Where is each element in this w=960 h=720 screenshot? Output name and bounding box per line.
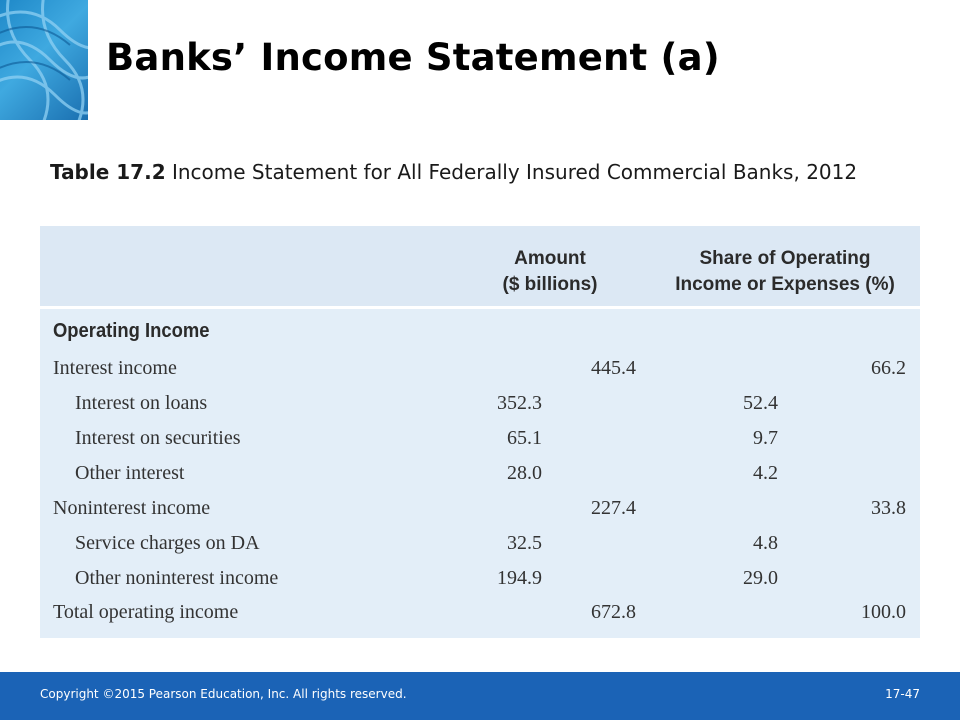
table-row [40, 458, 920, 488]
table-header [40, 226, 920, 309]
column-header-share [650, 246, 920, 298]
sub-share-value: 9.7 [753, 427, 778, 449]
page-title: Banks’ Income Statement (a) [106, 36, 720, 79]
decorative-corner-graphic [0, 0, 88, 120]
amount-value: 227.4 [591, 497, 636, 519]
column-header-amount-line2: ($ billions) [502, 274, 598, 295]
sub-amount-value: 28.0 [507, 462, 542, 484]
column-header-amount-line1: Amount [514, 248, 586, 269]
column-header-amount [470, 246, 630, 298]
table-row [40, 528, 920, 558]
row-label: Interest on securities [75, 427, 241, 449]
share-value: 33.8 [871, 497, 906, 519]
row-label: Interest on loans [75, 392, 208, 414]
table-caption-text: Income Statement for All Federally Insured Commercial Banks, 2012 [171, 160, 858, 184]
sub-amount-value: 32.5 [507, 532, 542, 554]
copyright-text: Copyright ©2015 Pearson Education, Inc. All rights reserved. [40, 687, 407, 701]
share-value: 100.0 [861, 601, 906, 623]
share-value: 66.2 [871, 357, 906, 379]
row-label: Noninterest income [53, 497, 211, 519]
row-label: Total operating income [53, 601, 239, 623]
sub-share-value: 4.8 [753, 532, 778, 554]
sub-amount-value: 65.1 [507, 427, 542, 449]
amount-value: 672.8 [591, 601, 636, 623]
column-header-share-line1: Share of Operating [699, 248, 871, 269]
footer-bar [0, 672, 960, 720]
section-heading: Operating Income [53, 320, 210, 342]
amount-value: 445.4 [591, 357, 636, 379]
table-row [40, 563, 920, 593]
row-label: Service charges on DA [75, 532, 260, 554]
sub-share-value: 4.2 [753, 462, 778, 484]
table-row [40, 388, 920, 418]
table-row-total [40, 597, 920, 627]
row-label: Interest income [53, 357, 177, 379]
row-label: Other noninterest income [75, 567, 279, 589]
table-number: Table 17.2 [50, 160, 166, 184]
row-label: Other interest [75, 462, 185, 484]
sub-amount-value: 352.3 [497, 392, 542, 414]
table-row [40, 423, 920, 453]
table-caption [50, 158, 890, 186]
column-header-share-line2: Income or Expenses (%) [675, 274, 895, 295]
sub-share-value: 29.0 [743, 567, 778, 589]
table-row [40, 493, 920, 523]
income-statement-table [40, 226, 920, 638]
sub-amount-value: 194.9 [497, 567, 542, 589]
table-row [40, 353, 920, 383]
sub-share-value: 52.4 [743, 392, 778, 414]
slide-number: 17-47 [885, 687, 920, 701]
